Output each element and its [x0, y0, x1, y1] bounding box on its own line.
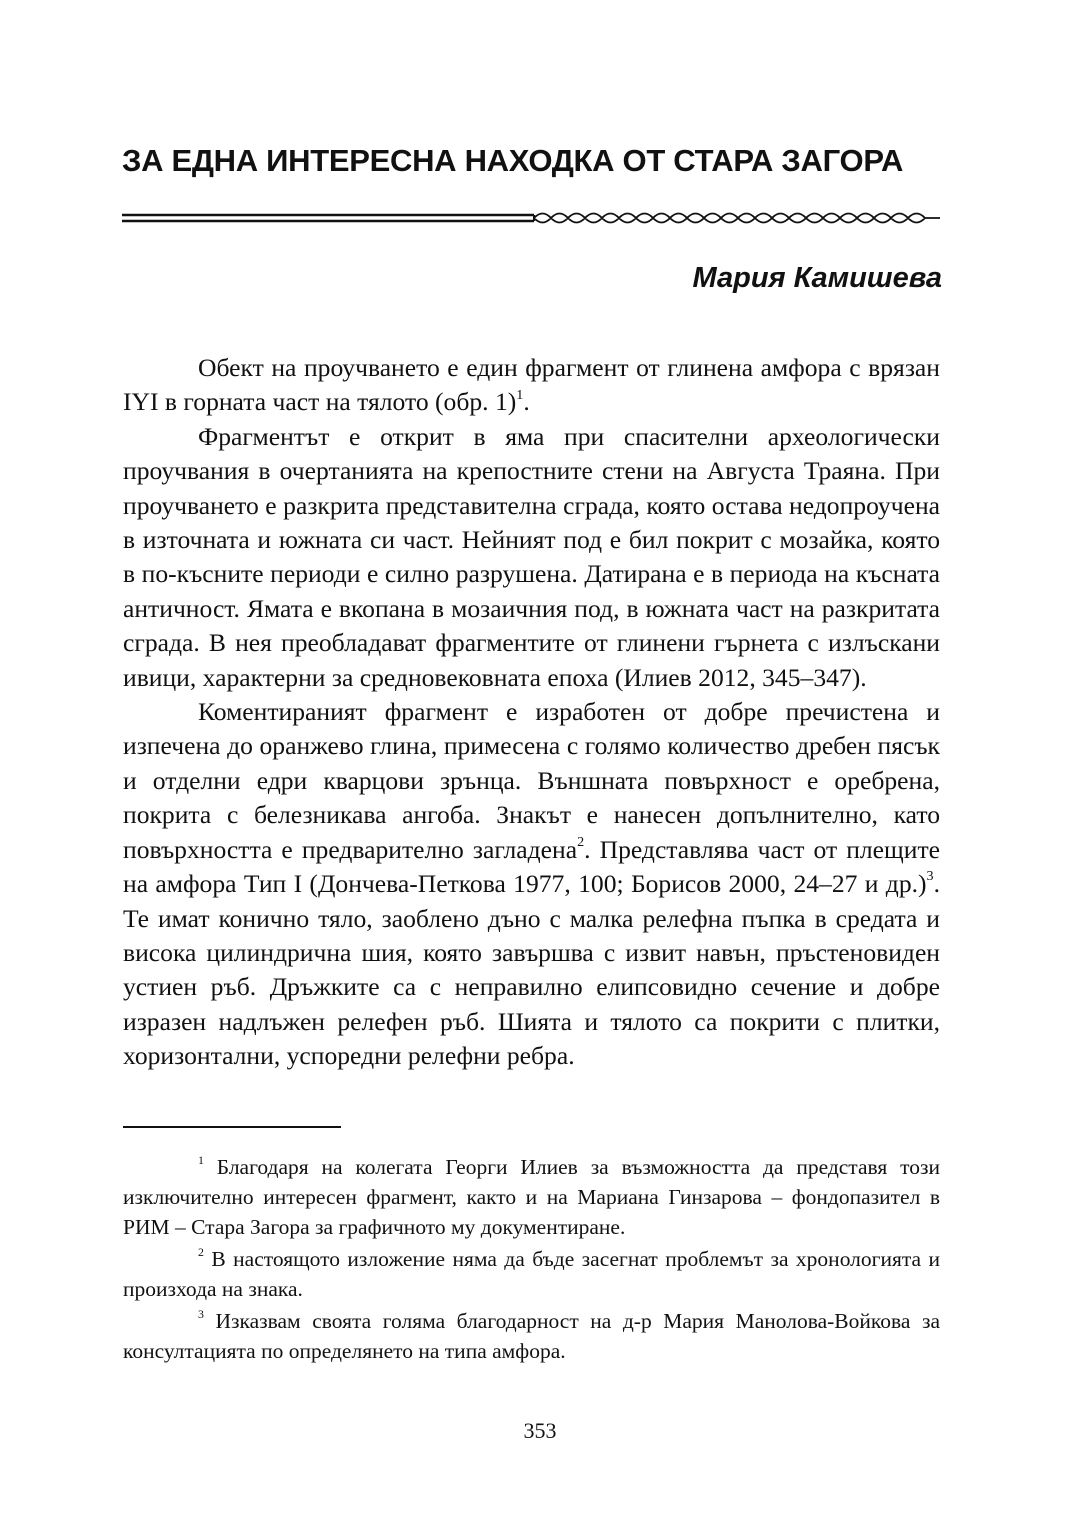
- footnote-separator: [123, 1126, 341, 1128]
- footnote-ref-1[interactable]: 1: [516, 386, 524, 403]
- paragraph-1: Обект на проучването е един фрагмент от глинена амфора с врязан IYI в горната част на тялото (обр. 1)$^1$.: [123, 353, 940, 417]
- footnote-3: [123, 1306, 940, 1366]
- footnote-text: Изказвам своята голяма благодарност на д-р Мария Манолова-Войкова за консултацията по определянето на типа амфора.: [123, 1309, 941, 1363]
- footnote-text: В настоящото изложение няма да бъде засегнат проблемът за хронологията и произхода на знака.: [123, 1247, 941, 1301]
- ornamental-rule-icon: [122, 206, 942, 230]
- footnote-2: [123, 1244, 940, 1304]
- footnote-ref-3[interactable]: 3: [926, 868, 934, 885]
- footnote-ref-2[interactable]: 2: [577, 834, 585, 851]
- paragraph-3: Коментираният фрагмент е изработен от добре пречистена и изпечена до оранжево глина, примесена с голямо количество дребен пясък и отделни едри кварцови зрънца. Външната повърхност е оребрена, покрита с белезникава ангоба. Знакът е нанесен допълнително, като повърхността е предварително загладена$^2$. Представлява част от плещите на амфора Тип I (Дончева-Петкова 1977, 100; Борисов 2000, 24–27 и др.)$^3$. Те имат конично тяло, заоблено дъно с малка релефна пъпка в средата и висока цилиндрична шия, която завършва с извит навън, пръстеновиден устиен ръб. Дръжките са с неправилно елипсовидно сечение и добре изразен надлъжен релефен ръб. Шията и тялото са покрити с плитки, хоризонтални, успоредни релефни ребра.: [123, 697, 940, 1071]
- paragraph-2: Фрагментът е открит в яма при спасителни археологически проучвания в очертанията на крепостните стени на Августа Траяна. При проучването е разкрита представителна сграда, която остава недопроучена в източната и южната си част. Нейният под е бил покрит с мозайка, която в по-късните периоди е силно разрушена. Датирана е в периода на късната античност. Ямата е вкопана в мозаичния под, в южната част на разкритата сграда. В нея преобладават фрагментите от глинени гърнета с излъскани ивици, характерни за средновековната епоха (Илиев 2012, 345–347).: [123, 421, 940, 692]
- article-author: Мария Камишева: [692, 262, 942, 294]
- footnote-number: 3: [198, 1307, 204, 1322]
- footnote-text: Благодаря на колегата Георги Илиев за възможността да представя този изключително интересен фрагмент, както и на Мариана Гинзарова – фондопазител в РИМ – Стара Загора за графичното му документиране.: [123, 1155, 940, 1239]
- article-body: [123, 351, 940, 1074]
- footnote-number: 1: [198, 1153, 204, 1168]
- footnote-number: 2: [198, 1245, 204, 1260]
- page-number: 353: [523, 1418, 557, 1443]
- footnotes: [123, 1152, 940, 1366]
- footnote-1: [123, 1152, 940, 1242]
- article-title: ЗА ЕДНА ИНТЕРЕСНА НАХОДКА ОТ СТАРА ЗАГОРА: [122, 143, 904, 178]
